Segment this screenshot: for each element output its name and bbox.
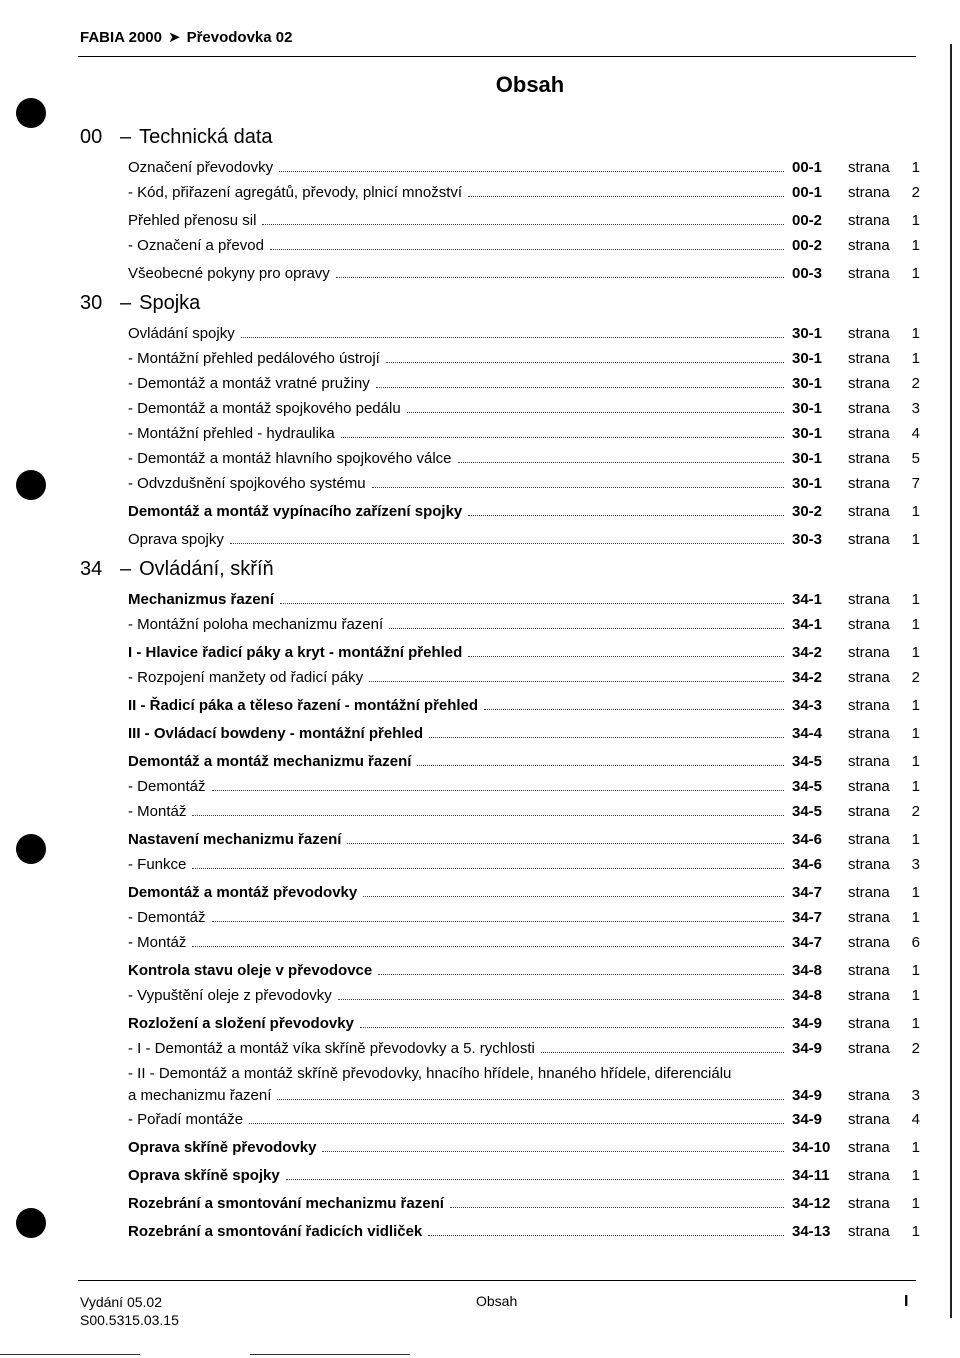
dot-leader	[262, 224, 784, 225]
strana-label: strana	[848, 1195, 890, 1212]
section-dash: –	[120, 126, 132, 148]
dot-leader	[417, 765, 784, 766]
toc-entry	[80, 753, 920, 778]
dot-leader	[372, 487, 784, 488]
strana-label: strana	[848, 1139, 890, 1156]
entry-code: 34-9	[792, 1111, 823, 1128]
section-number: 00	[80, 126, 103, 148]
toc-entry	[80, 503, 920, 528]
dot-leader	[192, 815, 784, 816]
entry-page: 1	[911, 831, 920, 848]
dot-leader	[363, 896, 784, 897]
strana-label: strana	[848, 1111, 890, 1128]
entry-text: - Vypuštění oleje z převodovky	[128, 987, 332, 1004]
strana-label: strana	[848, 1040, 890, 1057]
punch-hole-icon	[16, 834, 46, 864]
dot-leader	[468, 196, 784, 197]
entry-text: - Montážní poloha mechanizmu řazení	[128, 616, 384, 633]
entry-text: Ovládání spojky	[128, 325, 235, 342]
section-name: Technická data	[139, 126, 273, 148]
section-heading	[80, 292, 920, 322]
entry-text: II - Řadicí páka a těleso řazení - montážní přehled	[128, 697, 479, 714]
entry-page: 4	[911, 425, 920, 442]
dot-leader	[341, 437, 784, 438]
entry-text: Oprava spojky	[128, 531, 224, 548]
toc-entry	[80, 237, 920, 262]
entry-page: 1	[911, 987, 920, 1004]
toc-entry	[80, 616, 920, 641]
strana-label: strana	[848, 425, 890, 442]
dot-leader	[360, 1027, 784, 1028]
entry-text: Oprava skříně převodovky	[128, 1139, 317, 1156]
toc-entry	[80, 697, 920, 722]
strana-label: strana	[848, 962, 890, 979]
entry-code: 34-9	[792, 1087, 823, 1104]
entry-code: 34-1	[792, 591, 823, 608]
toc-entry	[80, 778, 920, 803]
entry-text: - Montáž	[128, 934, 187, 951]
dot-leader	[241, 337, 784, 338]
entry-page: 1	[911, 616, 920, 633]
entry-code: 00-3	[792, 265, 823, 282]
section-heading	[80, 558, 920, 588]
entry-text: Přehled přenosu sil	[128, 212, 257, 229]
entry-text: - Demontáž	[128, 778, 206, 795]
entry-code: 34-10	[792, 1139, 831, 1156]
entry-code: 34-6	[792, 856, 823, 873]
toc-entry	[80, 1139, 920, 1164]
entry-text: Mechanizmus řazení	[128, 591, 274, 608]
toc-entry	[80, 184, 920, 209]
entry-text: - Označení a převod	[128, 237, 264, 254]
toc-entry	[80, 831, 920, 856]
entry-code: 34-1	[792, 616, 823, 633]
toc-entry	[80, 1195, 920, 1220]
dot-leader	[192, 868, 784, 869]
dot-leader	[429, 737, 784, 738]
strana-label: strana	[848, 350, 890, 367]
strana-label: strana	[848, 616, 890, 633]
strana-label: strana	[848, 778, 890, 795]
entry-page: 1	[911, 1015, 920, 1032]
strana-label: strana	[848, 400, 890, 417]
scan-mark	[250, 1354, 410, 1355]
toc-entry	[80, 962, 920, 987]
dot-leader	[270, 249, 784, 250]
entry-page: 1	[911, 778, 920, 795]
entry-page: 1	[911, 212, 920, 229]
strana-label: strana	[848, 725, 890, 742]
entry-page: 1	[911, 265, 920, 282]
entry-page: 4	[911, 1111, 920, 1128]
footer-page-mark: I	[904, 1293, 909, 1310]
dot-leader	[212, 790, 784, 791]
strana-label: strana	[848, 987, 890, 1004]
dot-leader	[336, 277, 784, 278]
strana-label: strana	[848, 753, 890, 770]
entry-page: 2	[911, 803, 920, 820]
entry-page: 3	[911, 1087, 920, 1104]
dot-leader	[279, 171, 784, 172]
toc-entry-wrapped	[80, 1065, 920, 1111]
entry-code: 34-7	[792, 909, 823, 926]
entry-page: 1	[911, 503, 920, 520]
strana-label: strana	[848, 375, 890, 392]
entry-page: 1	[911, 884, 920, 901]
strana-label: strana	[848, 644, 890, 661]
punch-hole-icon	[16, 98, 46, 128]
arrow-icon: ➤	[167, 29, 181, 46]
entry-text: Rozebrání a smontování mechanizmu řazení	[128, 1195, 444, 1212]
entry-code: 30-1	[792, 475, 823, 492]
entry-text: - Demontáž a montáž vratné pružiny	[128, 375, 370, 392]
dot-leader	[338, 999, 784, 1000]
entry-text: Demontáž a montáž převodovky	[128, 884, 358, 901]
strana-label: strana	[848, 325, 890, 342]
toc-entry	[80, 669, 920, 694]
strana-label: strana	[848, 475, 890, 492]
toc-entry	[80, 987, 920, 1012]
dot-leader	[428, 1235, 784, 1236]
strana-label: strana	[848, 237, 890, 254]
dot-leader	[468, 515, 784, 516]
strana-label: strana	[848, 503, 890, 520]
entry-code: 34-11	[792, 1167, 830, 1184]
entry-text: - Pořadí montáže	[128, 1111, 244, 1128]
entry-code: 34-5	[792, 778, 823, 795]
toc-entry	[80, 1167, 920, 1192]
section-heading	[80, 126, 920, 156]
toc-entry	[80, 265, 920, 290]
entry-page: 1	[911, 591, 920, 608]
toc-entry	[80, 644, 920, 669]
strana-label: strana	[848, 184, 890, 201]
entry-page: 1	[911, 697, 920, 714]
entry-code: 34-4	[792, 725, 823, 742]
entry-text: Označení převodovky	[128, 159, 274, 176]
entry-code: 34-9	[792, 1015, 823, 1032]
toc-entry	[80, 909, 920, 934]
entry-text: Nastavení mechanizmu řazení	[128, 831, 342, 848]
page-title: Obsah	[495, 72, 565, 97]
footer-doc-number: S00.5315.03.15	[80, 1312, 179, 1328]
entry-text: Kontrola stavu oleje v převodovce	[128, 962, 373, 979]
dot-leader	[212, 921, 784, 922]
entry-code: 34-12	[792, 1195, 831, 1212]
entry-page: 2	[911, 184, 920, 201]
entry-code: 34-5	[792, 803, 823, 820]
toc-entry	[80, 212, 920, 237]
section-number: 34	[80, 558, 103, 580]
entry-text: - Odvzdušnění spojkového systému	[128, 475, 366, 492]
entry-code: 34-8	[792, 987, 823, 1004]
entry-code: 34-6	[792, 831, 823, 848]
entry-code: 34-9	[792, 1040, 823, 1057]
entry-page: 1	[911, 909, 920, 926]
strana-label: strana	[848, 591, 890, 608]
entry-text: I - Hlavice řadicí páky a kryt - montážní přehled	[128, 644, 463, 661]
strana-label: strana	[848, 1167, 890, 1184]
entry-text: III - Ovládací bowdeny - montážní přehled	[128, 725, 424, 742]
toc-entry	[80, 591, 920, 616]
entry-code: 00-1	[792, 184, 823, 201]
entry-text: Oprava skříně spojky	[128, 1167, 280, 1184]
toc-entry	[80, 350, 920, 375]
header-rule	[78, 56, 916, 57]
entry-page: 6	[911, 934, 920, 951]
entry-text: - Montáž	[128, 803, 187, 820]
entry-page: 3	[911, 400, 920, 417]
entry-code: 30-1	[792, 400, 823, 417]
section-dash: –	[120, 292, 132, 314]
toc-entry	[80, 934, 920, 959]
entry-page: 2	[911, 1040, 920, 1057]
dot-leader	[347, 843, 784, 844]
strana-label: strana	[848, 1087, 890, 1104]
dot-leader	[322, 1151, 784, 1152]
footer-edition: Vydání 05.02	[80, 1294, 162, 1310]
entry-code: 30-3	[792, 531, 823, 548]
dot-leader	[458, 462, 784, 463]
entry-page: 3	[911, 856, 920, 873]
entry-code: 30-1	[792, 425, 823, 442]
running-header	[80, 28, 292, 46]
entry-text: - Rozpojení manžety od řadicí páky	[128, 669, 364, 686]
toc-entry	[80, 1111, 920, 1136]
entry-page: 5	[911, 450, 920, 467]
strana-label: strana	[848, 934, 890, 951]
entry-text: - Demontáž a montáž hlavního spojkového válce	[128, 450, 452, 467]
entry-page: 1	[911, 350, 920, 367]
entry-text: a mechanizmu řazení	[128, 1087, 272, 1104]
strana-label: strana	[848, 697, 890, 714]
punch-hole-icon	[16, 1208, 46, 1238]
entry-code: 34-2	[792, 669, 823, 686]
header-section: Převodovka 02	[186, 29, 293, 46]
toc-entry	[80, 159, 920, 184]
dot-leader	[389, 628, 784, 629]
entry-text: Rozložení a složení převodovky	[128, 1015, 354, 1032]
toc-entry	[80, 1015, 920, 1040]
dot-leader	[286, 1179, 784, 1180]
entry-text: Demontáž a montáž mechanizmu řazení	[128, 753, 412, 770]
toc-entry	[80, 475, 920, 500]
toc-entry	[80, 856, 920, 881]
toc-entry	[80, 1087, 920, 1111]
header-model: FABIA 2000	[80, 29, 162, 46]
strana-label: strana	[848, 212, 890, 229]
entry-page: 1	[911, 325, 920, 342]
dot-leader	[484, 709, 784, 710]
strana-label: strana	[848, 856, 890, 873]
punch-hole-icon	[16, 470, 46, 500]
entry-text: Všeobecné pokyny pro opravy	[128, 265, 330, 282]
entry-page: 1	[911, 237, 920, 254]
entry-code: 34-7	[792, 884, 823, 901]
entry-page: 1	[911, 531, 920, 548]
entry-text: - Demontáž a montáž spojkového pedálu	[128, 400, 401, 417]
section-name: Spojka	[139, 292, 201, 314]
toc-entry	[80, 450, 920, 475]
dot-leader	[369, 681, 784, 682]
dot-leader	[468, 656, 784, 657]
entry-page: 1	[911, 725, 920, 742]
entry-code: 00-1	[792, 159, 823, 176]
dot-leader	[450, 1207, 784, 1208]
entry-page: 1	[911, 1139, 920, 1156]
dot-leader	[230, 543, 784, 544]
entry-code: 30-1	[792, 375, 823, 392]
entry-code: 34-13	[792, 1223, 831, 1240]
entry-text: Rozebrání a smontování řadicích vidliček	[128, 1223, 423, 1240]
entry-code: 30-1	[792, 450, 823, 467]
dot-leader	[541, 1052, 784, 1053]
entry-page: 1	[911, 644, 920, 661]
dot-leader	[280, 603, 784, 604]
strana-label: strana	[848, 909, 890, 926]
entry-text: - Kód, přiřazení agregátů, převody, plnicí množství	[128, 184, 463, 201]
entry-page: 7	[911, 475, 920, 492]
toc-entry	[80, 375, 920, 400]
strana-label: strana	[848, 669, 890, 686]
section-dash: –	[120, 558, 132, 580]
entry-page: 1	[911, 753, 920, 770]
section-number: 30	[80, 292, 103, 314]
entry-code: 34-2	[792, 644, 823, 661]
strana-label: strana	[848, 803, 890, 820]
entry-page: 2	[911, 669, 920, 686]
strana-label: strana	[848, 884, 890, 901]
toc-entry	[80, 1040, 920, 1065]
entry-code: 00-2	[792, 212, 823, 229]
strana-label: strana	[848, 1015, 890, 1032]
entry-text: - Demontáž	[128, 909, 206, 926]
strana-label: strana	[848, 831, 890, 848]
dot-leader	[192, 946, 784, 947]
entry-page: 2	[911, 375, 920, 392]
entry-page: 1	[911, 159, 920, 176]
entry-text: - I - Demontáž a montáž víka skříně převodovky a 5. rychlosti	[128, 1040, 535, 1057]
toc-entry	[80, 884, 920, 909]
strana-label: strana	[848, 1223, 890, 1240]
toc-entry	[80, 400, 920, 425]
entry-page: 1	[911, 1167, 920, 1184]
toc-entry	[80, 1223, 920, 1248]
toc-entry	[80, 425, 920, 450]
entry-code: 30-1	[792, 350, 823, 367]
entry-code: 00-2	[792, 237, 823, 254]
dot-leader	[376, 387, 784, 388]
entry-code: 34-7	[792, 934, 823, 951]
footer-rule	[78, 1280, 916, 1281]
entry-code: 34-3	[792, 697, 823, 714]
entry-text: - Montážní přehled - hydraulika	[128, 425, 335, 442]
toc-entry	[80, 531, 920, 556]
page-edge-line	[950, 44, 952, 1318]
entry-page: 1	[911, 1223, 920, 1240]
strana-label: strana	[848, 450, 890, 467]
scan-mark	[0, 1354, 140, 1355]
dot-leader	[378, 974, 784, 975]
dot-leader	[407, 412, 784, 413]
entry-code: 30-2	[792, 503, 823, 520]
toc-entry	[80, 725, 920, 750]
entry-text-line1: - II - Demontáž a montáž skříně převodovky, hnacího hřídele, hnaného hřídele, diferenciálu	[128, 1065, 732, 1082]
dot-leader	[249, 1123, 784, 1124]
strana-label: strana	[848, 265, 890, 282]
entry-code: 34-5	[792, 753, 823, 770]
table-of-contents	[80, 124, 920, 1248]
entry-code: 34-8	[792, 962, 823, 979]
entry-page: 1	[911, 1195, 920, 1212]
dot-leader	[277, 1099, 784, 1100]
entry-code: 30-1	[792, 325, 823, 342]
toc-entry	[80, 803, 920, 828]
entry-text: - Funkce	[128, 856, 187, 873]
entry-text: Demontáž a montáž vypínacího zařízení spojky	[128, 503, 463, 520]
strana-label: strana	[848, 531, 890, 548]
entry-text: - Montážní přehled pedálového ústrojí	[128, 350, 380, 367]
strana-label: strana	[848, 159, 890, 176]
toc-entry	[80, 325, 920, 350]
footer-left	[80, 1293, 179, 1329]
entry-page: 1	[911, 962, 920, 979]
footer-center: Obsah	[476, 1293, 518, 1309]
section-name: Ovládání, skříň	[139, 558, 274, 580]
dot-leader	[386, 362, 784, 363]
